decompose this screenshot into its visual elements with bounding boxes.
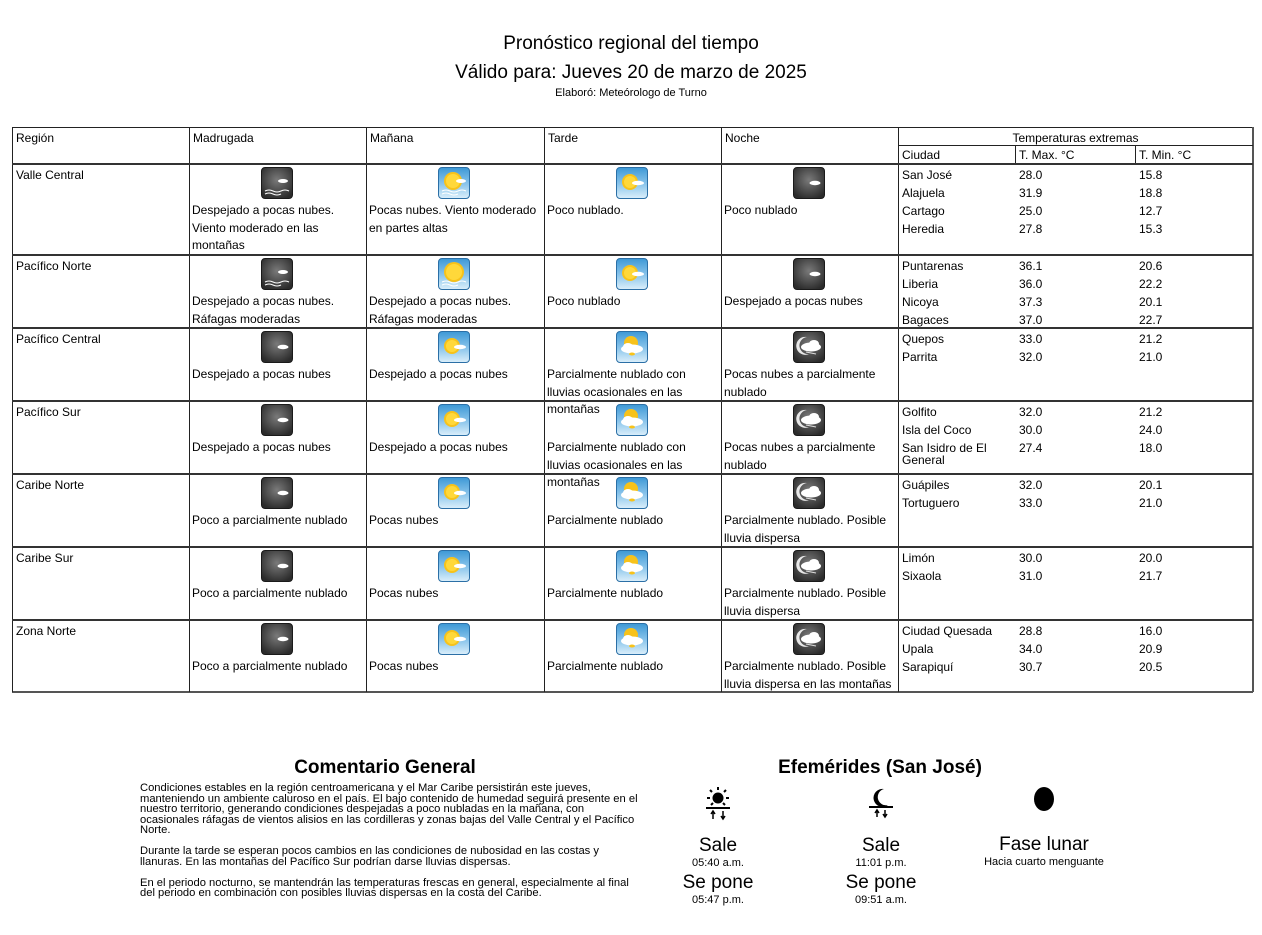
day-few-clouds-icon <box>438 477 470 509</box>
temp-max: 28.0 <box>1019 168 1043 182</box>
column-divider <box>366 127 367 692</box>
temp-min: 21.7 <box>1139 569 1163 583</box>
temp-min: 20.6 <box>1139 259 1163 273</box>
city-name: Nicoya <box>902 295 939 309</box>
forecast-text: Parcialmente nublado <box>547 659 664 673</box>
temp-min: 20.1 <box>1139 478 1163 492</box>
day-cloudy-icon <box>616 623 648 655</box>
temp-min: 18.8 <box>1139 186 1163 200</box>
forecast-text: Pocas nubes <box>369 586 439 600</box>
moon-phase-icon <box>1029 786 1059 816</box>
temp-min: 16.0 <box>1139 624 1163 638</box>
day-clear-wind-icon <box>438 258 470 290</box>
comment-paragraph: Durante la tarde se esperan pocos cambios en las condiciones de nubosidad en las costas y llanuras. En las montañas del Pacífico Sur podrían darse lluvias dispersas. <box>140 845 599 868</box>
temps-header: Temperaturas extremas <box>1012 131 1139 145</box>
forecast-text: Despejado a pocas nubes <box>192 440 331 454</box>
comment-title: Comentario General <box>294 757 476 778</box>
forecast-text: Pocas nubes <box>369 513 439 527</box>
city-name: Sixaola <box>902 569 942 583</box>
forecast-text: Parcialmente nublado. Posible lluvia dispersa <box>724 513 887 545</box>
temp-max: 30.7 <box>1019 660 1043 674</box>
temp-max: 37.3 <box>1019 295 1043 309</box>
forecast-text: Pocas nubes. Viento moderado en partes altas <box>369 203 537 235</box>
city-name: Liberia <box>902 277 939 291</box>
sunrise-time: 05:40 a.m. <box>692 857 744 869</box>
temps-subheader-divider <box>898 145 1253 146</box>
forecast-text: Despejado a pocas nubes <box>369 367 508 381</box>
region-name: Pacífico Sur <box>16 405 81 419</box>
general-comment <box>140 783 640 909</box>
sunrise-sunset-icon <box>703 786 733 824</box>
day-few-clouds-icon <box>438 550 470 582</box>
temp-max: 25.0 <box>1019 204 1043 218</box>
column-header-1: Madrugada <box>193 131 254 145</box>
day-few-clouds-icon <box>438 404 470 436</box>
author: Elaboró: Meteórologo de Turno <box>555 87 707 99</box>
night-few-clouds-icon <box>261 550 293 582</box>
temp-min: 21.0 <box>1139 496 1163 510</box>
night-few-clouds-icon <box>793 258 825 290</box>
forecast-text: Poco nublado <box>724 203 798 217</box>
temp-max: 27.4 <box>1019 441 1043 455</box>
moon-phase-label: Fase lunar <box>999 834 1089 855</box>
forecast-text: Despejado a pocas nubes <box>192 367 331 381</box>
column-divider <box>189 127 190 692</box>
temp-min: 22.7 <box>1139 313 1163 327</box>
column-header-0: Región <box>16 131 55 145</box>
forecast-text: Poco a parcialmente nublado <box>192 513 348 527</box>
city-name: Tortuguero <box>902 496 960 510</box>
column-header-3: Tarde <box>548 131 579 145</box>
temp-min: 18.0 <box>1139 441 1163 455</box>
temps-column-header-1: T. Max. °C <box>1019 148 1075 162</box>
city-name: Puntarenas <box>902 259 964 273</box>
table-border-bottom <box>12 691 1253 693</box>
forecast-text: Parcialmente nublado. Posible lluvia dispersa en las montañas <box>724 659 892 691</box>
temp-min: 21.2 <box>1139 332 1163 346</box>
night-cloudy-icon <box>793 331 825 363</box>
forecast-text: Parcialmente nublado <box>547 513 664 527</box>
temp-min: 15.3 <box>1139 222 1163 236</box>
row-divider <box>12 619 1253 621</box>
temp-min: 20.9 <box>1139 642 1163 656</box>
temp-max: 28.8 <box>1019 624 1043 638</box>
city-name: Quepos <box>902 332 945 346</box>
night-few-clouds-icon <box>261 477 293 509</box>
day-few-clouds-icon <box>438 331 470 363</box>
night-few-clouds-icon <box>261 623 293 655</box>
day-partly-wind-icon <box>438 167 470 199</box>
city-name: Bagaces <box>902 313 949 327</box>
forecast-text: Despejado a pocas nubes. Viento moderado en las montañas <box>192 203 335 252</box>
ephemerides-title: Efemérides (San José) <box>778 757 982 778</box>
temps-column-divider <box>1135 145 1136 163</box>
city-name: Ciudad Quesada <box>902 624 993 638</box>
city-name: San Isidro de El General <box>902 441 987 467</box>
night-cloudy-icon <box>793 550 825 582</box>
moonrise-moonset-icon <box>866 786 896 824</box>
row-divider <box>12 546 1253 548</box>
night-cloudy-icon <box>793 477 825 509</box>
city-name: Limón <box>902 551 935 565</box>
moonrise-label: Sale <box>861 835 901 856</box>
region-name: Caribe Norte <box>16 478 85 492</box>
night-few-clouds-icon <box>793 167 825 199</box>
temp-max: 30.0 <box>1019 423 1043 437</box>
page-title: Pronóstico regional del tiempo <box>503 33 759 54</box>
table-border-left <box>12 127 13 692</box>
forecast-text: Despejado a pocas nubes <box>369 440 508 454</box>
city-name: Upala <box>902 642 934 656</box>
night-few-clouds-icon <box>261 404 293 436</box>
column-divider <box>544 127 545 692</box>
day-cloudy-icon <box>616 550 648 582</box>
day-cloudy-rain-icon <box>616 331 648 363</box>
region-name: Pacífico Central <box>16 332 101 346</box>
city-name: San José <box>902 168 953 182</box>
city-name: Heredia <box>902 222 945 236</box>
city-name: Cartago <box>902 204 945 218</box>
temp-max: 31.0 <box>1019 569 1043 583</box>
comment-paragraph: En el periodo nocturno, se mantendrán las temperaturas frescas en general, especialmente al final del periodo en combinación con posibles lluvias dispersas en la costa del Caribe. <box>140 876 629 899</box>
sun-ephemeris <box>668 786 768 906</box>
forecast-text: Poco a parcialmente nublado <box>192 659 348 673</box>
night-clear-wind-icon <box>261 167 293 199</box>
column-header-4: Noche <box>725 131 760 145</box>
day-cloudy-icon <box>616 477 648 509</box>
moonset-time: 09:51 a.m. <box>855 894 907 906</box>
temp-min: 24.0 <box>1139 423 1163 437</box>
temp-max: 36.1 <box>1019 259 1043 273</box>
region-name: Zona Norte <box>16 624 77 638</box>
night-clear-wind-icon <box>261 258 293 290</box>
moon-phase <box>964 786 1124 868</box>
column-divider <box>721 127 722 692</box>
temp-min: 21.0 <box>1139 350 1163 364</box>
sunset-time: 05:47 p.m. <box>692 894 744 906</box>
temp-max: 34.0 <box>1019 642 1043 656</box>
temp-max: 30.0 <box>1019 551 1043 565</box>
temp-min: 20.1 <box>1139 295 1163 309</box>
table-border-right <box>1252 127 1254 692</box>
city-name: Guápiles <box>902 478 950 492</box>
forecast-text: Parcialmente nublado con lluvias ocasionales en las montañas <box>547 440 686 489</box>
temp-min: 20.0 <box>1139 551 1163 565</box>
temp-max: 37.0 <box>1019 313 1043 327</box>
column-header-2: Mañana <box>370 131 414 145</box>
region-name: Pacífico Norte <box>16 259 92 273</box>
forecast-text: Despejado a pocas nubes <box>724 294 863 308</box>
forecast-text: Poco nublado. <box>547 203 624 217</box>
valid-date: Válido para: Jueves 20 de marzo de 2025 <box>455 62 807 83</box>
city-name: Sarapiquí <box>902 660 954 674</box>
temp-min: 15.8 <box>1139 168 1163 182</box>
night-cloudy-icon <box>793 623 825 655</box>
temp-max: 32.0 <box>1019 350 1043 364</box>
forecast-text: Pocas nubes <box>369 659 439 673</box>
city-name: Parrita <box>902 350 938 364</box>
forecast-text: Despejado a pocas nubes. Ráfagas moderadas <box>192 294 335 326</box>
forecast-text: Pocas nubes a parcialmente nublado <box>724 440 876 472</box>
temps-column-divider <box>1015 145 1016 163</box>
city-name: Alajuela <box>902 186 945 200</box>
temps-column-header-0: Ciudad <box>902 148 941 162</box>
day-few-clouds-icon <box>438 623 470 655</box>
city-name: Isla del Coco <box>902 423 972 437</box>
column-divider <box>898 127 899 692</box>
temp-max: 36.0 <box>1019 277 1043 291</box>
temps-column-header-2: T. Min. °C <box>1139 148 1192 162</box>
temp-min: 22.2 <box>1139 277 1163 291</box>
temp-max: 33.0 <box>1019 496 1043 510</box>
temp-max: 31.9 <box>1019 186 1043 200</box>
sunset-label: Se pone <box>682 872 754 893</box>
region-name: Caribe Sur <box>16 551 74 565</box>
temp-max: 27.8 <box>1019 222 1043 236</box>
row-divider <box>12 163 1253 165</box>
moonrise-time: 11:01 p.m. <box>855 857 907 869</box>
forecast-table <box>12 127 1253 692</box>
temp-max: 33.0 <box>1019 332 1043 346</box>
forecast-text: Parcialmente nublado con lluvias ocasionales en las montañas <box>547 367 686 416</box>
forecast-text: Poco nublado <box>547 294 621 308</box>
moon-ephemeris <box>831 786 931 906</box>
comment-paragraph: Condiciones estables en la región centroamericana y el Mar Caribe persistirán este jueves, manteniendo un ambiente caluroso en el país. El bajo contenido de humedad seguirá presente en el nuestro territorio, generando condiciones despejadas a poco nubladas en la mañana, con ocasionales ráfagas de vientos alisios en las cordilleras y zonas bajas del Valle Central y el Pacífico Norte. <box>140 782 638 836</box>
city-name: Golfito <box>902 405 937 419</box>
forecast-text: Despejado a pocas nubes. Ráfagas moderadas <box>369 294 512 326</box>
forecast-text: Poco a parcialmente nublado <box>192 586 348 600</box>
night-cloudy-icon <box>793 404 825 436</box>
temp-max: 32.0 <box>1019 405 1043 419</box>
temp-min: 20.5 <box>1139 660 1163 674</box>
sunrise-label: Sale <box>698 835 738 856</box>
day-cloudy-rain-icon <box>616 404 648 436</box>
day-few-clouds-icon <box>616 258 648 290</box>
temp-min: 21.2 <box>1139 405 1163 419</box>
moon-phase-value: Hacia cuarto menguante <box>984 856 1104 868</box>
temp-min: 12.7 <box>1139 204 1163 218</box>
table-border-top <box>12 127 1253 128</box>
moonset-label: Se pone <box>845 872 917 893</box>
forecast-text: Parcialmente nublado. Posible lluvia dispersa <box>724 586 887 618</box>
forecast-text: Parcialmente nublado <box>547 586 664 600</box>
region-name: Valle Central <box>16 168 84 182</box>
day-few-clouds-icon <box>616 167 648 199</box>
temp-max: 32.0 <box>1019 478 1043 492</box>
forecast-text: Pocas nubes a parcialmente nublado <box>724 367 876 399</box>
night-few-clouds-icon <box>261 331 293 363</box>
